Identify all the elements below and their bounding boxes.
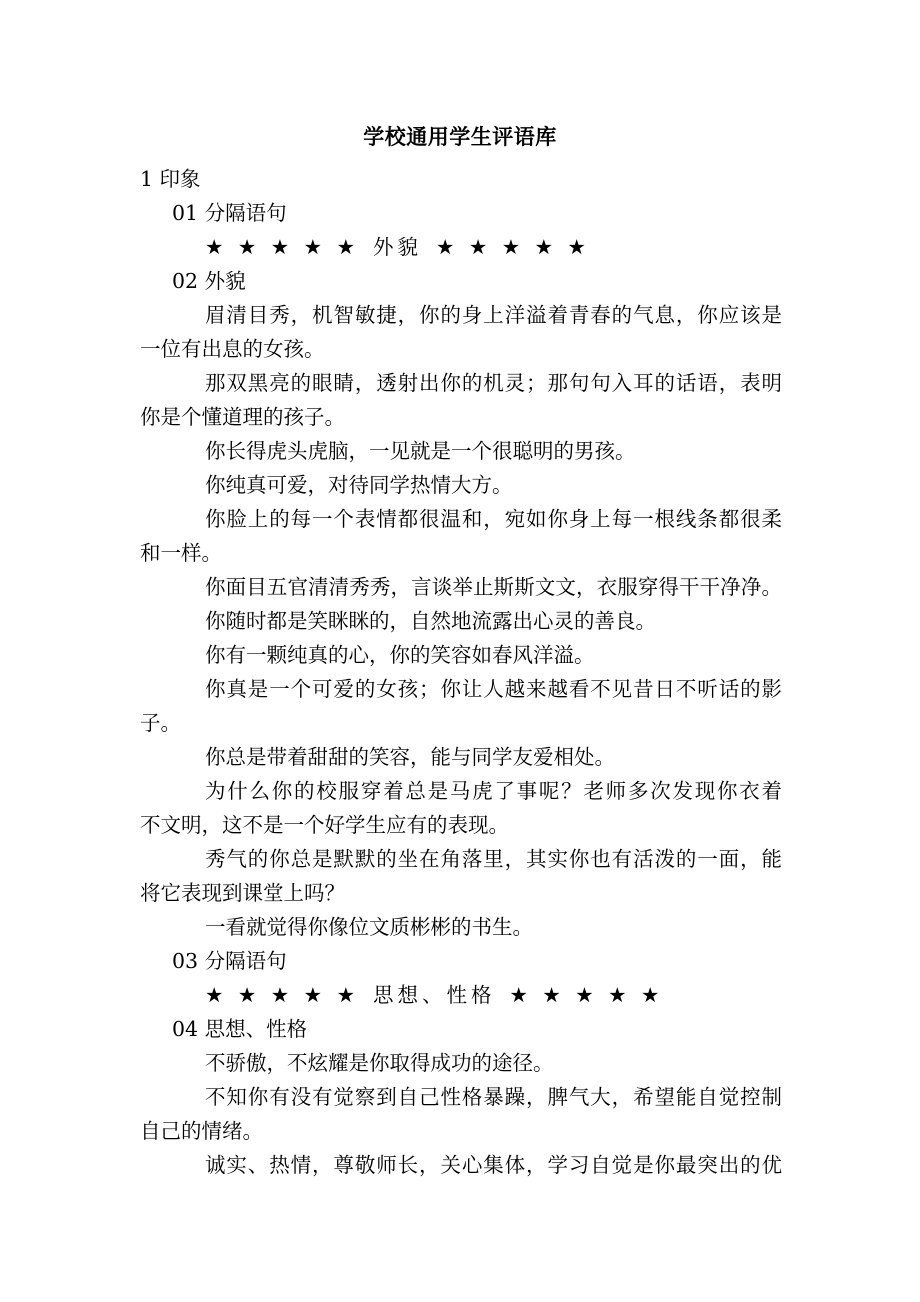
comment-line: 那双黑亮的眼睛，透射出你的机灵；那句句入耳的话语，表明 xyxy=(205,371,782,395)
subheading-04-character: 04 思想、性格 xyxy=(172,1017,308,1041)
comment-line: 你长得虎头虎脑，一见就是一个很聪明的男孩。 xyxy=(205,439,636,463)
comment-line: 你脸上的每一个表情都很温和，宛如你身上每一根线条都很柔 xyxy=(205,507,782,531)
divider-label: 思想、性格 xyxy=(372,983,496,1007)
comment-line: 你面目五官清清秀秀，言谈举止斯斯文文，衣服穿得干干净净。 xyxy=(205,575,782,599)
comment-line: 你是个懂道理的孩子。 xyxy=(140,405,345,429)
comment-line: 为什么你的校服穿着总是马虎了事呢？老师多次发现你衣着 xyxy=(205,779,782,803)
subheading-03-divider: 03 分隔语句 xyxy=(172,949,287,973)
comment-line: 你总是带着甜甜的笑容，能与同学友爱相处。 xyxy=(205,745,615,769)
star-icon-group-right: ★ ★ ★ ★ ★ xyxy=(509,983,664,1007)
star-icon-group-left: ★ ★ ★ ★ ★ xyxy=(205,983,359,1007)
section-heading-impression: 1 印象 xyxy=(140,167,201,191)
comment-line: 将它表现到课堂上吗？ xyxy=(140,881,345,905)
comment-line: 不骄傲，不炫耀是你取得成功的途径。 xyxy=(205,1051,554,1075)
document-title: 学校通用学生评语库 xyxy=(363,124,557,149)
comment-line: 自己的情绪。 xyxy=(140,1119,263,1143)
star-icon-group-left: ★ ★ ★ ★ ★ xyxy=(205,235,359,259)
comment-line: 诚实、热情，尊敬师长，关心集体，学习自觉是你最突出的优 xyxy=(205,1153,782,1177)
comment-line: 你纯真可爱，对待同学热情大方。 xyxy=(205,473,513,497)
comment-line: 秀气的你总是默默的坐在角落里，其实你也有活泼的一面，能 xyxy=(205,847,782,871)
subheading-02-appearance: 02 外貌 xyxy=(172,269,246,293)
comment-line: 你随时都是笑眯眯的，自然地流露出心灵的善良。 xyxy=(205,609,656,633)
comment-line: 一位有出息的女孩。 xyxy=(140,337,325,361)
star-icon-group-right: ★ ★ ★ ★ ★ xyxy=(435,235,590,259)
comment-line: 一看就觉得你像位文质彬彬的书生。 xyxy=(205,915,533,939)
comment-line: 不文明，这不是一个好学生应有的表现。 xyxy=(140,813,509,837)
star-divider-appearance xyxy=(140,230,782,264)
comment-line: 和一样。 xyxy=(140,541,222,565)
comment-line: 子。 xyxy=(140,711,181,735)
comment-line: 你真是一个可爱的女孩；你让人越来越看不见昔日不听话的影 xyxy=(205,677,782,701)
document-body xyxy=(140,162,782,1182)
divider-label: 外貌 xyxy=(372,235,422,259)
star-divider-character xyxy=(140,978,782,1012)
subheading-01-divider: 01 分隔语句 xyxy=(172,201,287,225)
comment-line: 你有一颗纯真的心，你的笑容如春风洋溢。 xyxy=(205,643,595,667)
comment-line: 眉清目秀，机智敏捷，你的身上洋溢着青春的气息，你应该是 xyxy=(205,303,782,327)
comment-line: 不知你有没有觉察到自己性格暴躁，脾气大，希望能自觉控制 xyxy=(205,1085,782,1109)
